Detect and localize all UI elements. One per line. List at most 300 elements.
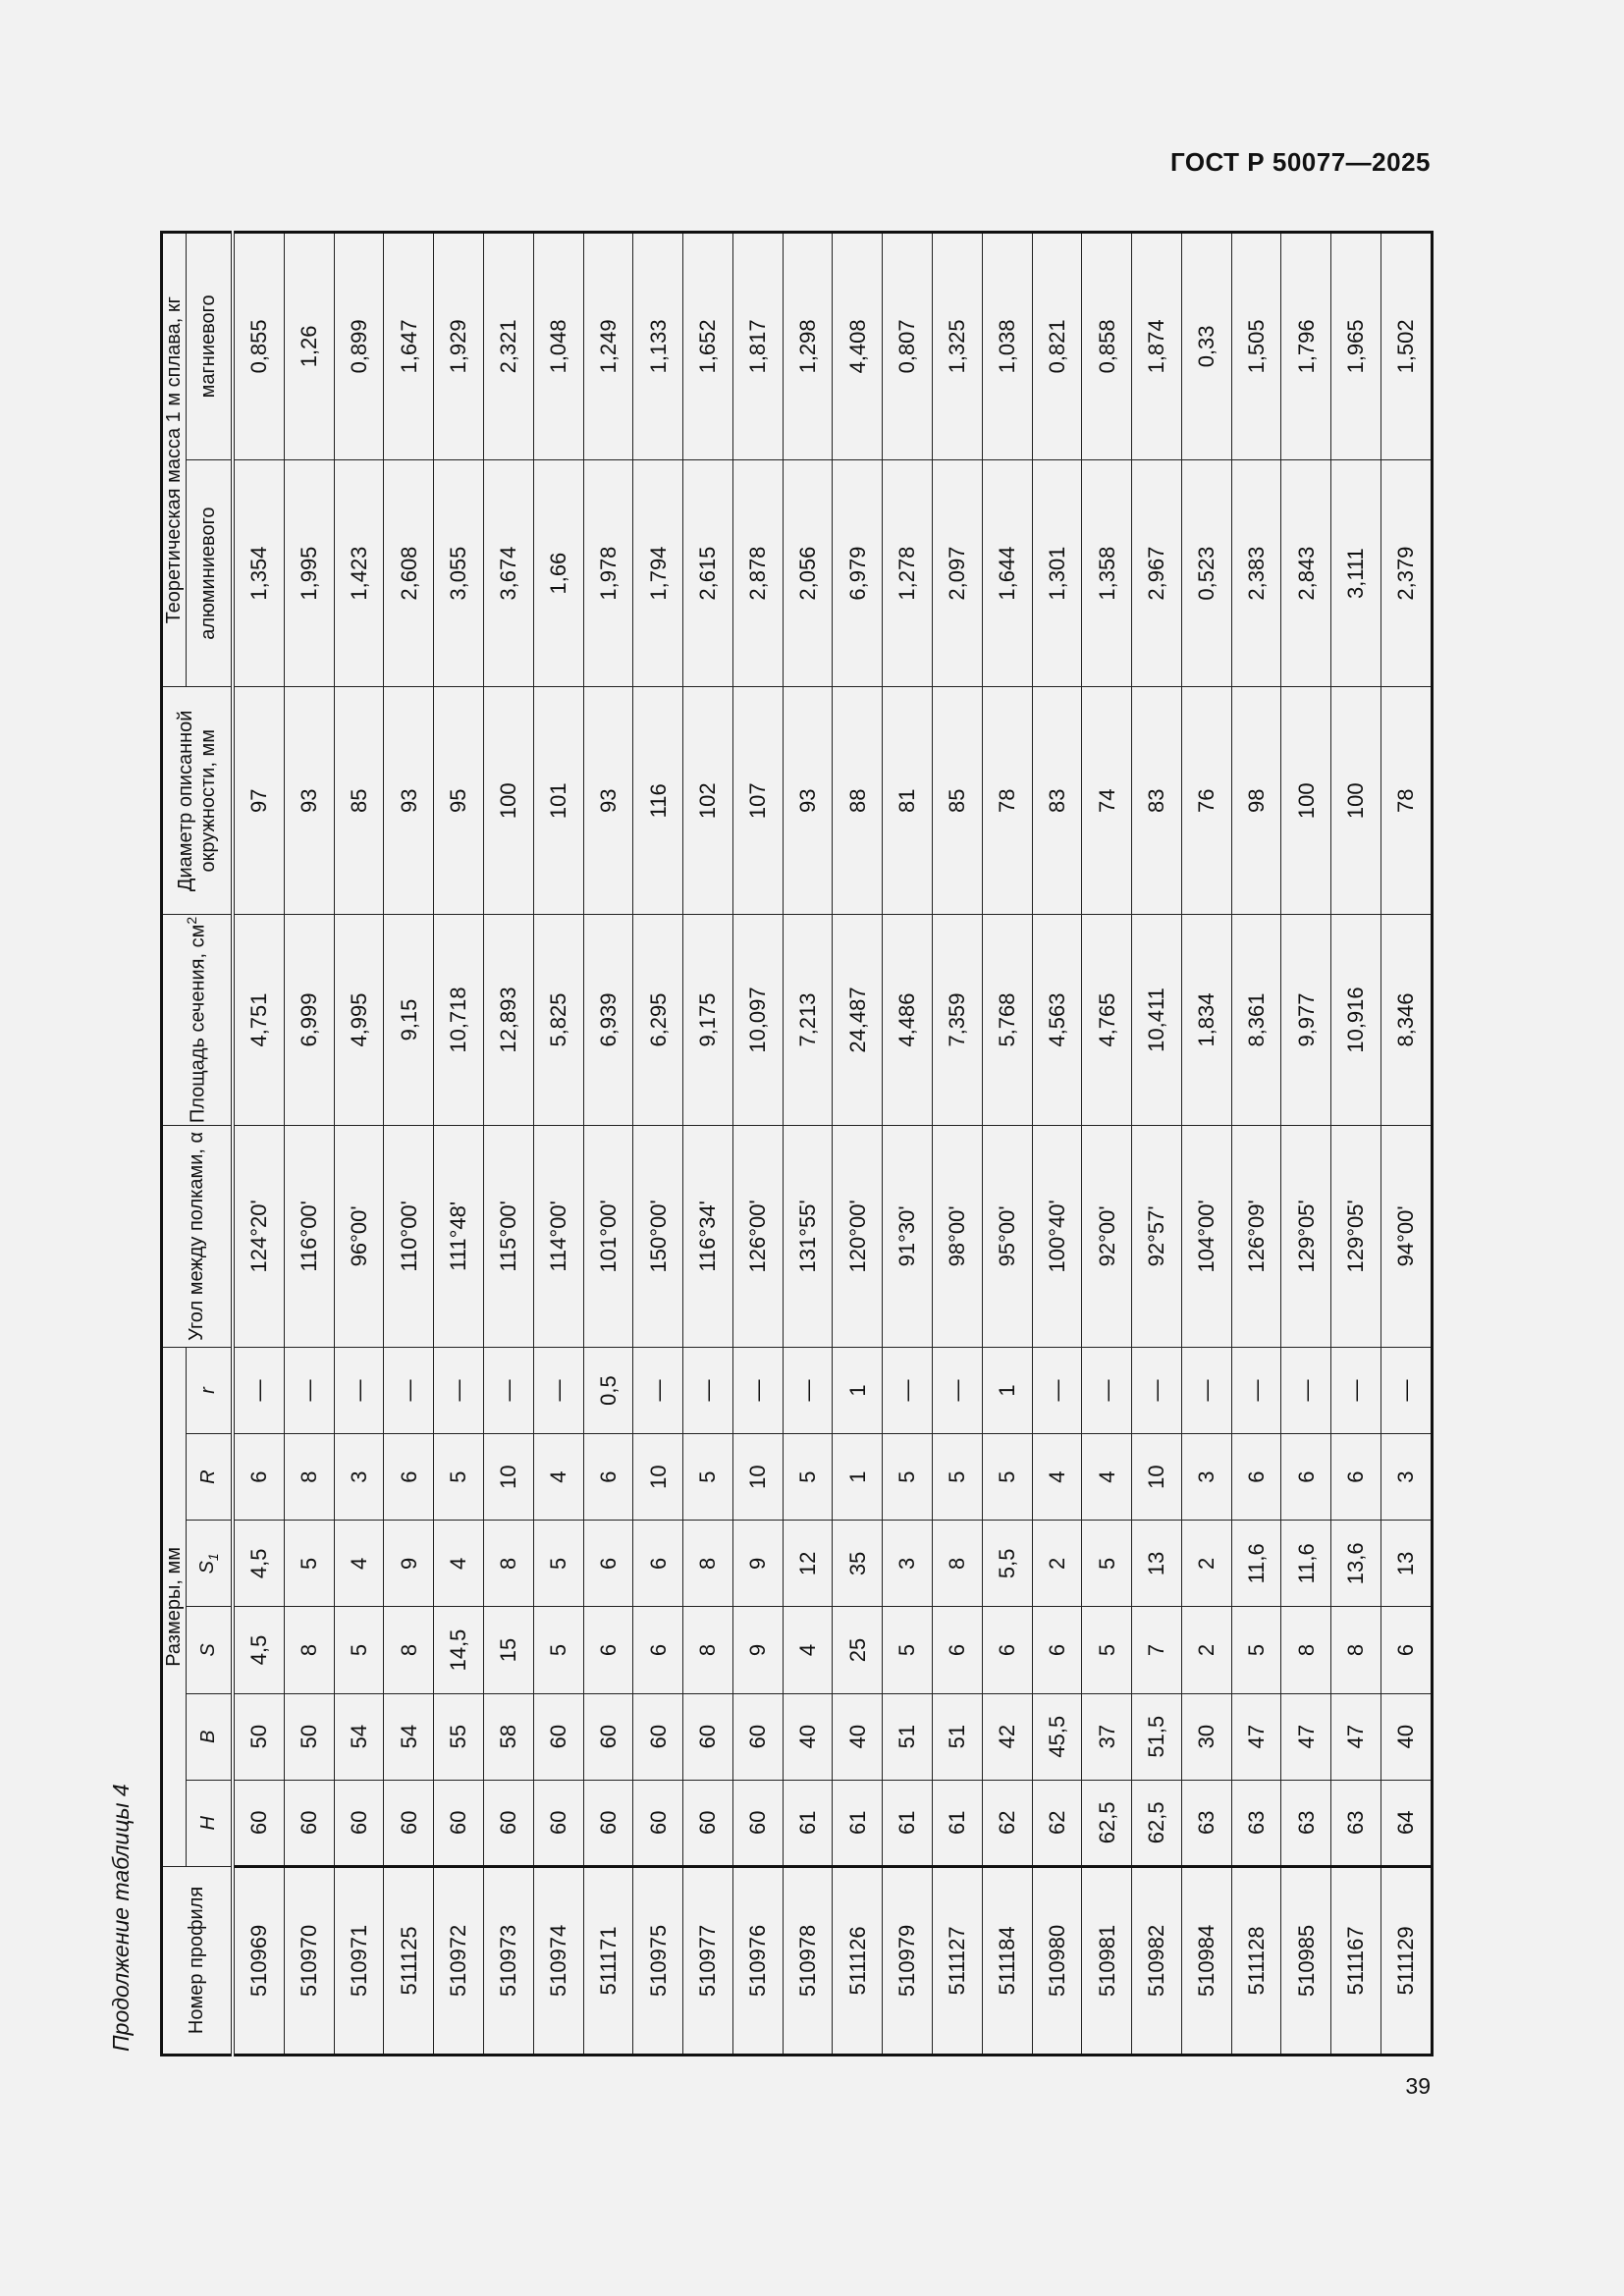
cell-magnesium: 2,321 [483, 233, 533, 460]
cell-magnesium: 0,855 [233, 233, 284, 460]
cell-diameter: 93 [384, 687, 434, 915]
cell-s1: 4 [334, 1521, 384, 1607]
cell-aluminum: 2,967 [1132, 459, 1182, 687]
cell-s: 25 [833, 1607, 883, 1693]
cell-s: 2 [1181, 1607, 1231, 1693]
cell-s: 6 [583, 1607, 633, 1693]
cell-area: 8,361 [1231, 915, 1281, 1126]
header-aluminum: алюминиевого [187, 459, 234, 687]
cell-angle: 101°00' [583, 1125, 633, 1347]
cell-s1: 3 [883, 1521, 933, 1607]
cell-aluminum: 2,379 [1381, 459, 1433, 687]
cell-h: 63 [1231, 1780, 1281, 1866]
cell-profile: 510985 [1281, 1866, 1331, 2055]
cell-h: 62,5 [1082, 1780, 1132, 1866]
cell-s1: 5,5 [982, 1521, 1032, 1607]
cell-area: 6,999 [284, 915, 334, 1126]
cell-area: 4,751 [233, 915, 284, 1126]
cell-b: 51 [932, 1693, 982, 1780]
cell-b: 51,5 [1132, 1693, 1182, 1780]
cell-big-r: 6 [1331, 1434, 1381, 1521]
cell-s: 15 [483, 1607, 533, 1693]
cell-s: 5 [1082, 1607, 1132, 1693]
header-sizes: Размеры, мм [162, 1347, 187, 1866]
header-profile: Номер профиля [162, 1866, 234, 2055]
cell-area: 9,175 [683, 915, 733, 1126]
cell-big-r: 8 [284, 1434, 334, 1521]
cell-diameter: 88 [833, 687, 883, 915]
cell-b: 42 [982, 1693, 1032, 1780]
table-row [883, 233, 933, 2056]
cell-h: 60 [633, 1780, 683, 1866]
cell-aluminum: 1,358 [1082, 459, 1132, 687]
cell-small-r: 0,5 [583, 1347, 633, 1433]
cell-h: 60 [334, 1780, 384, 1866]
cell-profile: 510969 [233, 1866, 284, 2055]
cell-magnesium: 0,899 [334, 233, 384, 460]
table-row [732, 233, 783, 2056]
cell-s1: 5 [1082, 1521, 1132, 1607]
cell-magnesium: 1,298 [783, 233, 833, 460]
cell-aluminum: 1,278 [883, 459, 933, 687]
cell-diameter: 98 [1231, 687, 1281, 915]
cell-diameter: 74 [1082, 687, 1132, 915]
cell-diameter: 83 [1132, 687, 1182, 915]
cell-diameter: 100 [483, 687, 533, 915]
cell-s: 6 [633, 1607, 683, 1693]
cell-b: 60 [633, 1693, 683, 1780]
cell-h: 61 [783, 1780, 833, 1866]
cell-small-r: — [434, 1347, 484, 1433]
cell-profile: 510981 [1082, 1866, 1132, 2055]
cell-magnesium: 4,408 [833, 233, 883, 460]
header-b: B [187, 1693, 234, 1780]
table-row [1032, 233, 1082, 2056]
cell-angle: 110°00' [384, 1125, 434, 1347]
cell-big-r: 4 [533, 1434, 583, 1521]
profile-table [160, 231, 1434, 2056]
cell-h: 60 [732, 1780, 783, 1866]
cell-area: 4,995 [334, 915, 384, 1126]
cell-area: 5,825 [533, 915, 583, 1126]
cell-h: 64 [1381, 1780, 1433, 1866]
cell-aluminum: 1,423 [334, 459, 384, 687]
cell-aluminum: 3,674 [483, 459, 533, 687]
cell-big-r: 5 [683, 1434, 733, 1521]
cell-big-r: 6 [384, 1434, 434, 1521]
cell-b: 45,5 [1032, 1693, 1082, 1780]
cell-profile: 510980 [1032, 1866, 1082, 2055]
cell-s1: 4 [434, 1521, 484, 1607]
cell-profile: 511167 [1331, 1866, 1381, 2055]
cell-magnesium: 1,817 [732, 233, 783, 460]
table-row [284, 233, 334, 2056]
cell-area: 10,411 [1132, 915, 1182, 1126]
table-row [633, 233, 683, 2056]
cell-s1: 6 [583, 1521, 633, 1607]
cell-magnesium: 1,929 [434, 233, 484, 460]
cell-b: 40 [783, 1693, 833, 1780]
cell-area: 4,486 [883, 915, 933, 1126]
cell-magnesium: 0,33 [1181, 233, 1231, 460]
cell-magnesium: 1,26 [284, 233, 334, 460]
cell-small-r: — [1281, 1347, 1331, 1433]
cell-diameter: 93 [284, 687, 334, 915]
cell-small-r: — [732, 1347, 783, 1433]
cell-big-r: 5 [883, 1434, 933, 1521]
cell-s: 6 [1032, 1607, 1082, 1693]
cell-b: 37 [1082, 1693, 1132, 1780]
cell-h: 63 [1331, 1780, 1381, 1866]
cell-profile: 511127 [932, 1866, 982, 2055]
cell-big-r: 10 [633, 1434, 683, 1521]
cell-h: 60 [583, 1780, 633, 1866]
cell-profile: 510978 [783, 1866, 833, 2055]
cell-magnesium: 1,249 [583, 233, 633, 460]
cell-small-r: — [883, 1347, 933, 1433]
table-row [533, 233, 583, 2056]
cell-aluminum: 1,995 [284, 459, 334, 687]
cell-h: 62,5 [1132, 1780, 1182, 1866]
cell-diameter: 85 [932, 687, 982, 915]
table-row [334, 233, 384, 2056]
table-row [1381, 233, 1433, 2056]
cell-b: 51 [883, 1693, 933, 1780]
cell-b: 47 [1231, 1693, 1281, 1780]
cell-s1: 5 [533, 1521, 583, 1607]
cell-s1: 2 [1032, 1521, 1082, 1607]
cell-big-r: 6 [233, 1434, 284, 1521]
cell-diameter: 76 [1181, 687, 1231, 915]
cell-aluminum: 2,056 [783, 459, 833, 687]
cell-s: 5 [533, 1607, 583, 1693]
cell-h: 60 [284, 1780, 334, 1866]
cell-diameter: 116 [633, 687, 683, 915]
cell-profile: 510975 [633, 1866, 683, 2055]
cell-area: 8,346 [1381, 915, 1433, 1126]
cell-profile: 510977 [683, 1866, 733, 2055]
header-s1 [187, 1521, 234, 1607]
cell-small-r: — [284, 1347, 334, 1433]
cell-angle: 92°00' [1082, 1125, 1132, 1347]
cell-magnesium: 1,652 [683, 233, 733, 460]
cell-diameter: 83 [1032, 687, 1082, 915]
cell-h: 60 [483, 1780, 533, 1866]
cell-big-r: 5 [783, 1434, 833, 1521]
cell-aluminum: 1,794 [633, 459, 683, 687]
cell-profile: 510970 [284, 1866, 334, 2055]
cell-b: 55 [434, 1693, 484, 1780]
table-row [833, 233, 883, 2056]
cell-angle: 116°00' [284, 1125, 334, 1347]
cell-magnesium: 1,048 [533, 233, 583, 460]
cell-b: 60 [583, 1693, 633, 1780]
cell-big-r: 5 [932, 1434, 982, 1521]
cell-area: 5,768 [982, 915, 1032, 1126]
cell-h: 60 [233, 1780, 284, 1866]
cell-diameter: 78 [1381, 687, 1433, 915]
cell-angle: 126°00' [732, 1125, 783, 1347]
cell-s1: 4,5 [233, 1521, 284, 1607]
cell-small-r: — [1132, 1347, 1182, 1433]
cell-magnesium: 1,502 [1381, 233, 1433, 460]
cell-diameter: 100 [1281, 687, 1331, 915]
cell-aluminum: 0,523 [1181, 459, 1231, 687]
cell-area: 10,718 [434, 915, 484, 1126]
cell-aluminum: 3,055 [434, 459, 484, 687]
table-body [233, 233, 1433, 2056]
cell-s1: 8 [932, 1521, 982, 1607]
cell-big-r: 5 [982, 1434, 1032, 1521]
cell-area: 7,359 [932, 915, 982, 1126]
cell-profile: 510972 [434, 1866, 484, 2055]
cell-aluminum: 1,66 [533, 459, 583, 687]
cell-s1: 6 [633, 1521, 683, 1607]
cell-magnesium: 1,874 [1132, 233, 1182, 460]
cell-small-r: — [384, 1347, 434, 1433]
cell-h: 62 [1032, 1780, 1082, 1866]
cell-aluminum: 3,111 [1331, 459, 1381, 687]
cell-magnesium: 0,858 [1082, 233, 1132, 460]
cell-h: 61 [883, 1780, 933, 1866]
cell-small-r: — [233, 1347, 284, 1433]
cell-small-r: — [1331, 1347, 1381, 1433]
cell-profile: 511128 [1231, 1866, 1281, 2055]
cell-angle: 131°55' [783, 1125, 833, 1347]
cell-b: 40 [833, 1693, 883, 1780]
cell-diameter: 102 [683, 687, 733, 915]
cell-aluminum: 1,644 [982, 459, 1032, 687]
cell-s: 5 [334, 1607, 384, 1693]
cell-b: 47 [1331, 1693, 1381, 1780]
header-s: S [187, 1607, 234, 1693]
cell-angle: 115°00' [483, 1125, 533, 1347]
cell-angle: 95°00' [982, 1125, 1032, 1347]
cell-big-r: 3 [334, 1434, 384, 1521]
cell-area: 4,765 [1082, 915, 1132, 1126]
header-area-sup: 2 [184, 916, 200, 925]
cell-angle: 129°05' [1331, 1125, 1381, 1347]
cell-angle: 94°00' [1381, 1125, 1433, 1347]
cell-angle: 98°00' [932, 1125, 982, 1347]
cell-s1: 8 [683, 1521, 733, 1607]
cell-s: 4,5 [233, 1607, 284, 1693]
cell-small-r: — [783, 1347, 833, 1433]
table-row [1082, 233, 1132, 2056]
cell-s1: 5 [284, 1521, 334, 1607]
cell-magnesium: 1,505 [1231, 233, 1281, 460]
cell-profile: 510979 [883, 1866, 933, 2055]
cell-small-r: — [483, 1347, 533, 1433]
cell-diameter: 101 [533, 687, 583, 915]
cell-diameter: 81 [883, 687, 933, 915]
cell-s1: 11,6 [1281, 1521, 1331, 1607]
cell-profile: 510982 [1132, 1866, 1182, 2055]
table-row [233, 233, 284, 2056]
cell-diameter: 100 [1331, 687, 1381, 915]
cell-big-r: 10 [1132, 1434, 1182, 1521]
table-row [932, 233, 982, 2056]
cell-s: 6 [982, 1607, 1032, 1693]
cell-aluminum: 2,097 [932, 459, 982, 687]
cell-area: 10,916 [1331, 915, 1381, 1126]
cell-angle: 114°00' [533, 1125, 583, 1347]
cell-big-r: 6 [1231, 1434, 1281, 1521]
standard-designation: ГОСТ Р 50077—2025 [1169, 147, 1431, 177]
cell-small-r: — [932, 1347, 982, 1433]
header-small-r: r [187, 1347, 234, 1433]
table-caption: Продолжение таблицы 4 [108, 1784, 134, 2052]
cell-magnesium: 1,038 [982, 233, 1032, 460]
cell-diameter: 78 [982, 687, 1032, 915]
cell-small-r: — [1032, 1347, 1082, 1433]
cell-h: 61 [932, 1780, 982, 1866]
cell-aluminum: 2,615 [683, 459, 733, 687]
cell-area: 6,939 [583, 915, 633, 1126]
cell-angle: 150°00' [633, 1125, 683, 1347]
cell-profile: 511129 [1381, 1866, 1433, 2055]
header-big-r: R [187, 1434, 234, 1521]
cell-s: 8 [1281, 1607, 1331, 1693]
cell-big-r: 3 [1181, 1434, 1231, 1521]
cell-big-r: 5 [434, 1434, 484, 1521]
cell-aluminum: 2,843 [1281, 459, 1331, 687]
cell-aluminum: 1,978 [583, 459, 633, 687]
table-row [1281, 233, 1331, 2056]
cell-b: 30 [1181, 1693, 1231, 1780]
cell-aluminum: 1,354 [233, 459, 284, 687]
cell-b: 40 [1381, 1693, 1433, 1780]
cell-s1: 2 [1181, 1521, 1231, 1607]
cell-angle: 111°48' [434, 1125, 484, 1347]
header-angle: Угол между полками, α [162, 1125, 234, 1347]
cell-angle: 92°57' [1132, 1125, 1182, 1347]
cell-b: 54 [334, 1693, 384, 1780]
cell-big-r: 4 [1032, 1434, 1082, 1521]
cell-h: 60 [384, 1780, 434, 1866]
cell-magnesium: 0,821 [1032, 233, 1082, 460]
cell-profile: 511125 [384, 1866, 434, 2055]
cell-area: 24,487 [833, 915, 883, 1126]
cell-aluminum: 6,979 [833, 459, 883, 687]
cell-angle: 129°05' [1281, 1125, 1331, 1347]
cell-small-r: 1 [982, 1347, 1032, 1433]
cell-magnesium: 0,807 [883, 233, 933, 460]
table-row [434, 233, 484, 2056]
header-s1-base: S [195, 1561, 218, 1575]
cell-small-r: — [1181, 1347, 1231, 1433]
cell-magnesium: 1,647 [384, 233, 434, 460]
header-mass: Теоретическая масса 1 м сплава, кг [162, 233, 187, 687]
cell-big-r: 10 [483, 1434, 533, 1521]
cell-s1: 12 [783, 1521, 833, 1607]
cell-aluminum: 2,878 [732, 459, 783, 687]
cell-s: 7 [1132, 1607, 1182, 1693]
cell-small-r: — [1082, 1347, 1132, 1433]
cell-area: 12,893 [483, 915, 533, 1126]
cell-area: 1,834 [1181, 915, 1231, 1126]
page-number: 39 [1405, 2073, 1431, 2099]
table-row [1231, 233, 1281, 2056]
cell-small-r: — [1381, 1347, 1433, 1433]
cell-angle: 124°20' [233, 1125, 284, 1347]
header-s1-sub: 1 [204, 1553, 221, 1562]
cell-s: 5 [883, 1607, 933, 1693]
cell-magnesium: 1,133 [633, 233, 683, 460]
table-row [1331, 233, 1381, 2056]
cell-s: 8 [1331, 1607, 1381, 1693]
cell-s1: 13 [1132, 1521, 1182, 1607]
cell-small-r: — [683, 1347, 733, 1433]
cell-diameter: 95 [434, 687, 484, 915]
cell-magnesium: 1,796 [1281, 233, 1331, 460]
rotated-table-block [103, 221, 1419, 2056]
cell-b: 47 [1281, 1693, 1331, 1780]
cell-profile: 511171 [583, 1866, 633, 2055]
cell-big-r: 6 [1281, 1434, 1331, 1521]
table-row [1181, 233, 1231, 2056]
cell-angle: 116°34' [683, 1125, 733, 1347]
cell-s: 6 [1381, 1607, 1433, 1693]
cell-h: 63 [1281, 1780, 1331, 1866]
cell-s: 9 [732, 1607, 783, 1693]
cell-s: 14,5 [434, 1607, 484, 1693]
cell-big-r: 1 [833, 1434, 883, 1521]
cell-angle: 104°00' [1181, 1125, 1231, 1347]
cell-profile: 510971 [334, 1866, 384, 2055]
cell-angle: 126°09' [1231, 1125, 1281, 1347]
cell-s1: 9 [384, 1521, 434, 1607]
cell-b: 60 [533, 1693, 583, 1780]
cell-aluminum: 2,608 [384, 459, 434, 687]
cell-small-r: 1 [833, 1347, 883, 1433]
table-row [783, 233, 833, 2056]
cell-area: 4,563 [1032, 915, 1082, 1126]
cell-s1: 35 [833, 1521, 883, 1607]
table-row [982, 233, 1032, 2056]
cell-s: 8 [683, 1607, 733, 1693]
cell-small-r: — [334, 1347, 384, 1433]
cell-diameter: 93 [583, 687, 633, 915]
cell-h: 63 [1181, 1780, 1231, 1866]
header-diameter: Диаметр описанной окружности, мм [162, 687, 234, 915]
cell-s1: 9 [732, 1521, 783, 1607]
cell-s1: 13 [1381, 1521, 1433, 1607]
header-h: H [187, 1780, 234, 1866]
cell-profile: 510976 [732, 1866, 783, 2055]
cell-big-r: 3 [1381, 1434, 1433, 1521]
cell-s: 8 [284, 1607, 334, 1693]
cell-h: 61 [833, 1780, 883, 1866]
table-row [483, 233, 533, 2056]
cell-angle: 100°40' [1032, 1125, 1082, 1347]
cell-b: 50 [233, 1693, 284, 1780]
table-row [683, 233, 733, 2056]
cell-b: 54 [384, 1693, 434, 1780]
table-row [1132, 233, 1182, 2056]
cell-angle: 120°00' [833, 1125, 883, 1347]
cell-h: 60 [533, 1780, 583, 1866]
cell-s: 5 [1231, 1607, 1281, 1693]
cell-b: 50 [284, 1693, 334, 1780]
cell-area: 7,213 [783, 915, 833, 1126]
cell-b: 60 [683, 1693, 733, 1780]
cell-b: 58 [483, 1693, 533, 1780]
cell-profile: 510974 [533, 1866, 583, 2055]
cell-small-r: — [633, 1347, 683, 1433]
cell-small-r: — [1231, 1347, 1281, 1433]
cell-profile: 510984 [1181, 1866, 1231, 2055]
